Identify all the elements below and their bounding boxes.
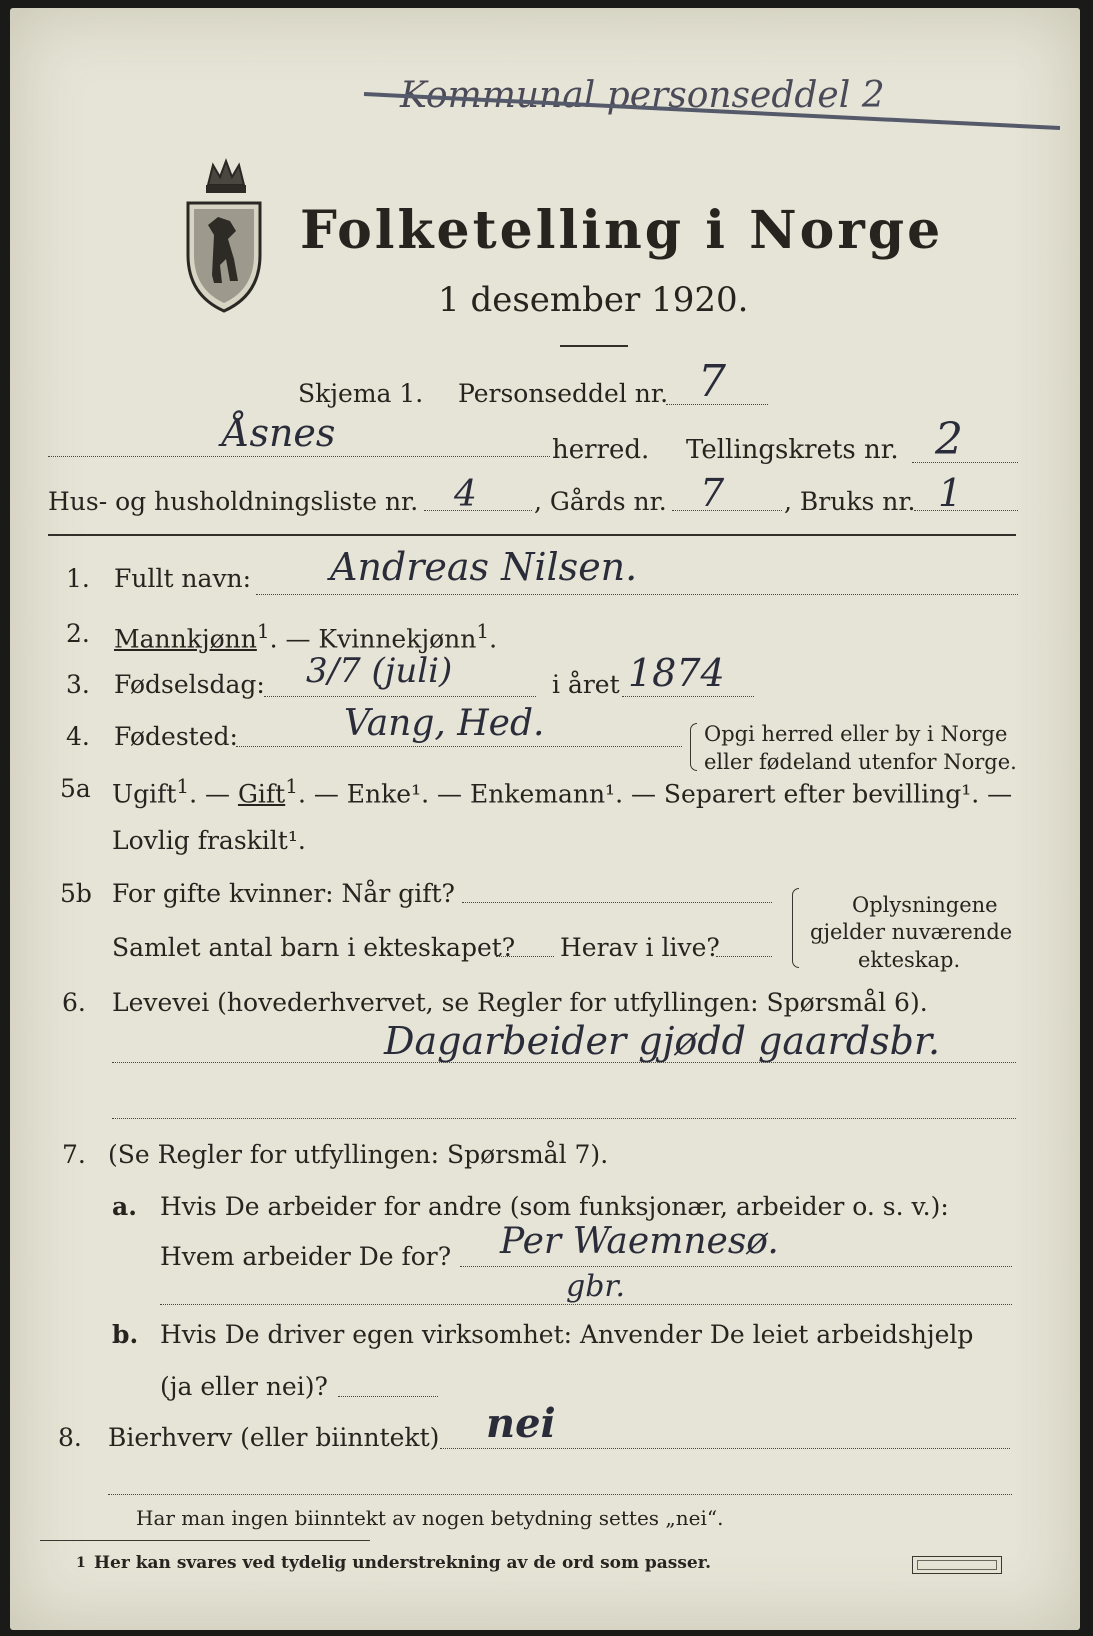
q2-end: . [489, 624, 498, 654]
q7a-letter: a. [112, 1192, 137, 1221]
q3-number: 3. [66, 670, 90, 699]
bruks-value: 1 [938, 471, 963, 515]
q7b-line [338, 1396, 438, 1397]
herred-label: herred. [552, 435, 650, 465]
hus-line [424, 510, 532, 511]
herred-value: Åsnes [222, 411, 336, 455]
q8-value: nei [486, 1400, 556, 1447]
q3-year-label: i året [552, 670, 620, 699]
q5a-dash: . — [189, 779, 238, 809]
q3-value: 3/7 (juli) [306, 651, 453, 691]
q7a-value: Per Waemnesø. [500, 1221, 779, 1262]
q3-year-value: 1874 [628, 651, 725, 695]
q4-note-bracket [690, 723, 697, 771]
q7-label: (Se Regler for utfyllingen: Spørsmål 7). [108, 1140, 609, 1169]
nei-note: Har man ingen biinntekt av nogen betydning settes „nei“. [136, 1506, 724, 1530]
q6-line2 [112, 1118, 1016, 1119]
q7a-value2: gbr. [566, 1269, 625, 1304]
gards-label: , Gårds nr. [534, 487, 667, 516]
q5a-number: 5a [60, 774, 91, 803]
q4-number: 4. [66, 722, 90, 751]
q6-value: Dagarbeider gjødd gaardsbr. [384, 1019, 941, 1063]
q5b-naar-gift-label: For gifte kvinner: Når gift? [112, 879, 455, 908]
q7b-question: (ja eller nei)? [160, 1372, 328, 1401]
q5a-rest: . — Enke¹. — Enkemann¹. — Separert efter bevilling¹. — [297, 779, 1013, 809]
skjema-label: Skjema 1. [298, 379, 424, 408]
gards-value: 7 [700, 471, 725, 515]
tellingskrets-line [912, 462, 1018, 463]
q5b-barn-label: Samlet antal barn i ekteskapet? [112, 933, 516, 962]
q3-label: Fødselsdag: [114, 670, 265, 699]
q4-note-line1: Opgi herred eller by i Norge [704, 722, 1008, 746]
hus-label: Hus- og husholdningsliste nr. [48, 487, 419, 516]
q6-line1 [112, 1062, 1016, 1063]
q5b-number: 5b [60, 879, 92, 908]
q5b-naar-gift-line [462, 902, 772, 903]
q4-line [236, 746, 682, 747]
q3-line [264, 696, 536, 697]
q7a-text: Hvis De arbeider for andre (som funksjonær, arbeider o. s. v.): [160, 1192, 949, 1221]
q7a-question: Hvem arbeider De for? [160, 1242, 452, 1271]
hus-value: 4 [454, 474, 477, 515]
q1-label: Fullt navn: [114, 564, 252, 593]
q5a-options: Ugift$^1$. — Gift$^1$. — Enke¹. — Enkemann¹. — Separert efter bevilling¹. — [112, 774, 1013, 809]
q5b-note-line3: ekteskap. [858, 948, 961, 972]
strike-line [360, 75, 1080, 140]
q5b-barn-line [496, 956, 554, 957]
q7-number: 7. [62, 1140, 86, 1169]
q8-line1 [440, 1448, 1010, 1449]
herred-line [48, 456, 550, 457]
q7a-line1 [460, 1266, 1012, 1267]
bruks-line [914, 510, 1018, 511]
q6-label: Levevei (hovederhvervet, se Regler for utfyllingen: Spørsmål 6). [112, 988, 928, 1017]
title-divider [560, 345, 628, 347]
q5b-note-bracket [792, 888, 799, 968]
q2-options: Mannkjønn$^1$. — Kvinnekjønn$^1$. [114, 619, 498, 654]
page-title: Folketelling i Norge [300, 200, 944, 261]
q1-number: 1. [66, 564, 90, 593]
q1-value: Andreas Nilsen. [330, 545, 638, 589]
footnote-rule [40, 1540, 370, 1541]
q7b-letter: b. [112, 1320, 139, 1349]
q5b-ilive-label: Herav i live? [560, 933, 720, 962]
q8-number: 8. [58, 1423, 82, 1452]
q5a-gift-selected: Gift [237, 779, 286, 809]
q2-mann-selected: Mannkjønn [114, 624, 257, 654]
q5b-ilive-line [716, 956, 772, 957]
q7b-text: Hvis De driver egen virksomhet: Anvender De leiet arbeidshjelp [160, 1320, 974, 1349]
struck-heading: Kommunal personseddel 2 [400, 75, 885, 116]
gards-line [672, 510, 782, 511]
personseddel-label: Personseddel nr. [458, 379, 669, 408]
footnote-text: Her kan svares ved tydelig understrekning av de ord som passer. [94, 1553, 712, 1573]
q5a-fraskilt: Lovlig fraskilt¹. [112, 826, 306, 855]
q4-label: Fødested: [114, 722, 238, 751]
q5b-note-line2: gjelder nuværende [810, 920, 1013, 944]
tellingskrets-value: 2 [935, 414, 963, 465]
q1-line [256, 594, 1018, 595]
q6-number: 6. [62, 988, 86, 1017]
personseddel-value: 7 [698, 356, 726, 407]
q4-note-line2: eller fødeland utenfor Norge. [704, 750, 1017, 774]
q8-label: Bierhverv (eller biinntekt) [108, 1423, 440, 1452]
q5b-note-line1: Oplysningene [852, 893, 998, 917]
q2-kvinne: . — Kvinnekjønn [269, 624, 477, 654]
coat-of-arms-icon [178, 155, 268, 315]
census-date: 1 desember 1920. [438, 280, 749, 320]
q7a-line2 [160, 1304, 1012, 1305]
q4-value: Vang, Hed. [344, 703, 545, 744]
q2-number: 2. [66, 619, 90, 648]
q5a-ugift: Ugift [112, 779, 177, 809]
tellingskrets-label: Tellingskrets nr. [686, 435, 899, 465]
printer-stamp [912, 1556, 1002, 1574]
q3-year-line [622, 696, 754, 697]
bruks-label: , Bruks nr. [784, 487, 916, 516]
footnote-mark: 1 [76, 1555, 86, 1571]
header-divider [48, 534, 1016, 536]
q8-line2 [108, 1494, 1012, 1495]
